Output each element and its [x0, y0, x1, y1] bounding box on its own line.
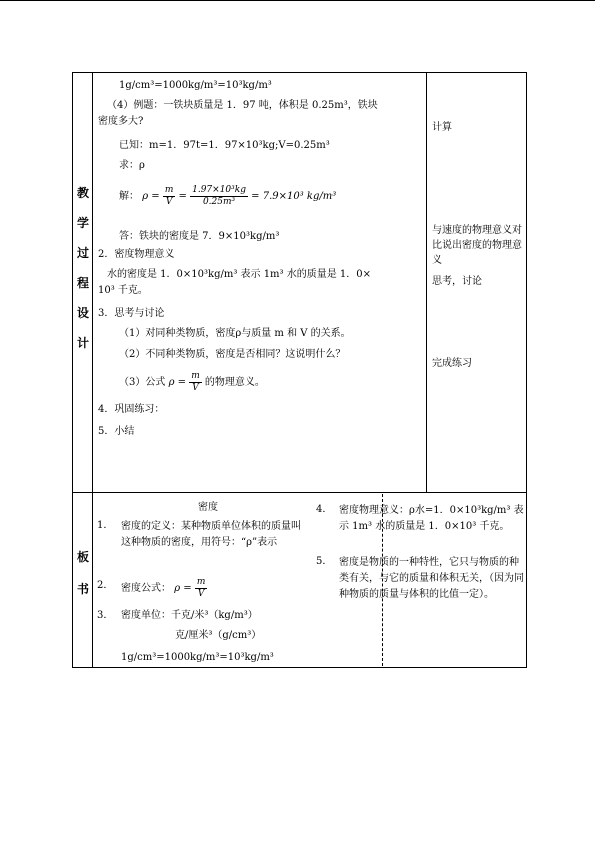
formula-m-over-v-small: $\frac{m}{V}$ [191, 371, 200, 393]
board-p3-units-line2: 克/厘米³（g/cm³） [175, 630, 262, 641]
board-p5-property: 密度是物质的一种特性，它只与物质的种类有关，与它的质量和体积无关，（因为同种物质的质量与体积的比值一定）。 [339, 557, 524, 600]
item3-title: 3．思考与讨论 [98, 308, 165, 319]
solution-formula: 解： ρ = $\frac{m}{V}$ = $\frac{\text{1.97×10³kg}}{\text{0.25m³}}$ = 7.9×10³ kg/m³ [119, 185, 337, 207]
item4-practice: 4．巩固练习： [98, 404, 165, 415]
formula-rho-small: ρ = [168, 377, 186, 388]
note-complete-exercise: 完成练习 [432, 358, 472, 369]
column-divider-right [426, 73, 427, 492]
board-p1-definition: 密度的定义：某种物质单位体积的质量叫这种物质的密度，用符号：“ρ”表示 [121, 521, 301, 548]
side-label-board: 板 书 [76, 550, 89, 596]
item3-point1: （1）对同种类物质，密度ρ与质量 m 和 V 的关系。 [119, 328, 351, 339]
known-values: 已知：m=1．97t=1．97×10³kg;V=0.25m³ [119, 140, 330, 151]
teaching-process-section [72, 72, 527, 493]
formula-rho: ρ = [142, 191, 160, 202]
item5-summary: 5．小结 [98, 426, 135, 437]
formula-m-over-v: $\frac{m}{V}$ [164, 185, 174, 207]
board-formula-fraction: $\frac{m}{V}$ [196, 577, 206, 599]
item2-text-line2: 10³ 千克。 [98, 285, 148, 296]
board-p3-conversion: 1g/cm³=1000kg/m³=10³kg/m³ [121, 652, 274, 663]
board-p2-formula: 密度公式： ρ = $\frac{m}{V}$ [121, 577, 206, 599]
formula-result: = 7.9×10³ kg/m³ [251, 191, 337, 202]
board-writing-section [72, 492, 527, 668]
board-p3-units: 密度单位：千克/米³（kg/m³） [121, 610, 258, 621]
formula-substitution: $\frac{\text{1.97×10³kg}}{\text{0.25m³}}$ [192, 185, 246, 207]
item3-point2: （2）不同种类物质，密度是否相同？这说明什么？ [119, 349, 346, 360]
item2-text-line1: 水的密度是 1．0×10³kg/m³ 表示 1m³ 水的质量是 1．0× [107, 269, 372, 280]
note-think-discuss: 思考，讨论 [432, 276, 482, 287]
item3-point3: （3）公式 ρ = $\frac{m}{V}$ 的物理意义。 [119, 371, 265, 393]
solution-label: 解： [119, 191, 139, 202]
answer-line: 答：铁块的密度是 7．9×10³kg/m³ [119, 231, 280, 242]
note-compare-speed: 与速度的物理意义对比说出密度的物理意义 [432, 225, 522, 266]
find-target: 求：ρ [119, 160, 145, 171]
note-calculate: 计算 [432, 122, 452, 133]
item2-title: 2．密度物理意义 [98, 249, 175, 260]
board-p2-number: 2． [97, 580, 114, 591]
side-label-teaching-design: 教 学 过 程 设 计 [76, 186, 89, 350]
page-top-rule [0, 0, 595, 1]
unit-conversion-line: 1g/cm³=1000kg/m³=10³kg/m³ [119, 80, 272, 91]
example-question-line1: （4）例题：一铁块质量是 1．97 吨，体积是 0.25m³，铁块 [107, 100, 378, 111]
example-question-line2: 密度多大? [98, 116, 144, 127]
board-p5-number: 5． [316, 556, 333, 567]
board-p4-meaning: 密度物理意义：ρ水=1．0×10³kg/m³ 表示 1m³ 水的质量是 1．0×10³ 千克。 [339, 505, 524, 532]
board-title: 密度 [198, 502, 218, 513]
board-p3-number: 3． [97, 610, 114, 621]
board-p1-number: 1． [97, 520, 114, 531]
board-p4-number: 4． [316, 504, 333, 515]
